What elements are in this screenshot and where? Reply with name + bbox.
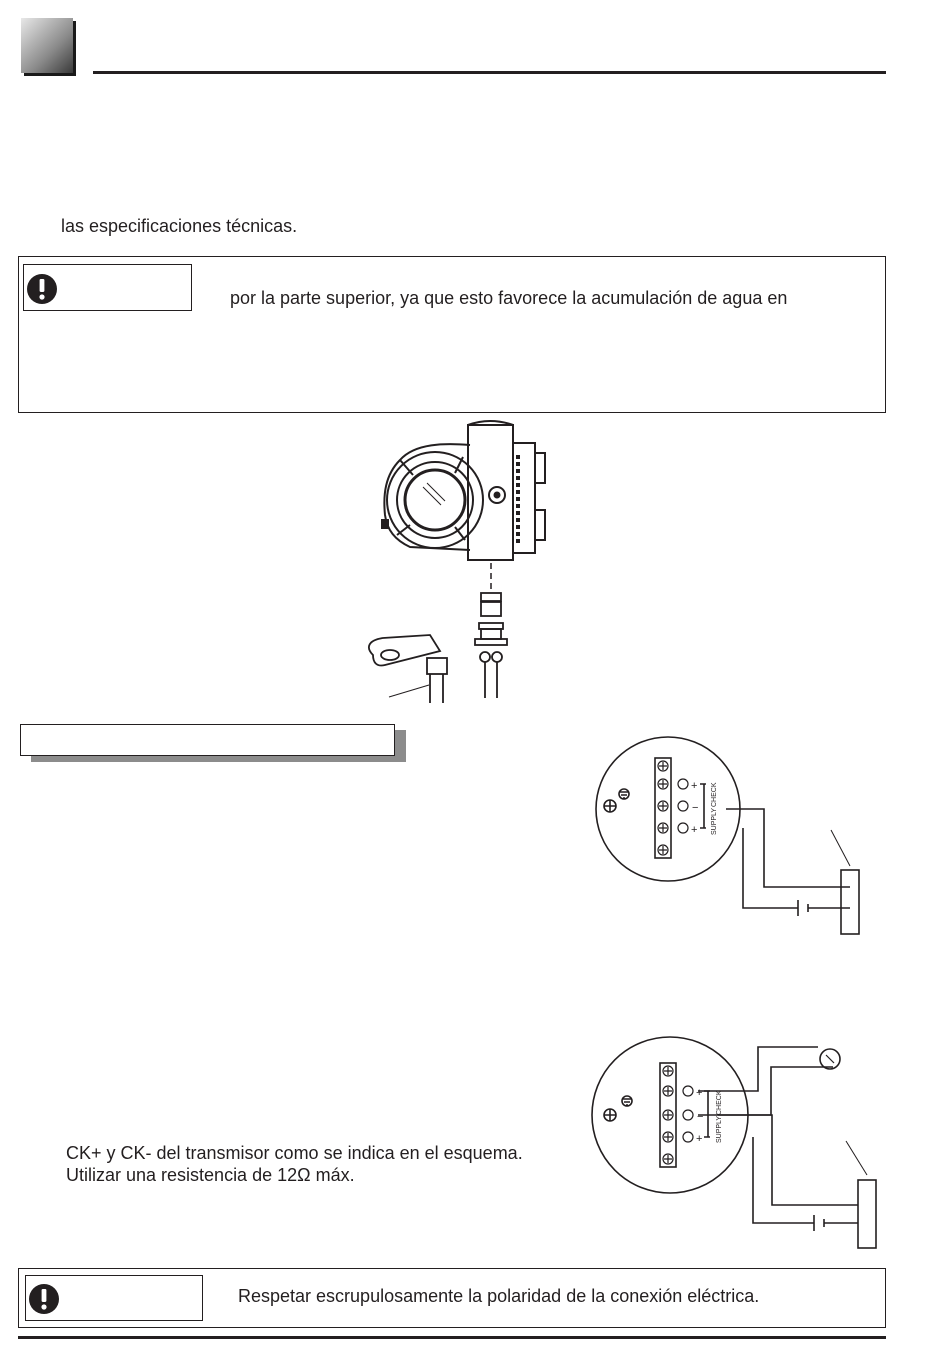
section-heading-bar	[20, 724, 395, 756]
svg-text:+: +	[691, 824, 698, 836]
terminal-wiring-diagram-check	[588, 1035, 878, 1255]
header-rule	[93, 71, 886, 74]
chapter-marker-block	[21, 18, 73, 73]
check-text-2: Utilizar una resistencia de 12Ω máx.	[66, 1165, 355, 1185]
warning-text-bottom: Respetar escrupulosamente la polaridad de la conexión eléctrica.	[238, 1286, 760, 1306]
svg-text:−: −	[697, 1111, 704, 1123]
svg-text:+: +	[696, 1087, 703, 1099]
terminal-labels-1: SUPPLY	[711, 807, 718, 835]
check-text-1: CK+ y CK- del transmisor como se indica en el esquema.	[66, 1143, 523, 1163]
svg-text:+: +	[696, 1133, 703, 1145]
svg-text:SUPPLY: SUPPLY	[716, 1115, 723, 1143]
exclamation-icon	[27, 274, 57, 304]
warning-box-bottom	[18, 1268, 886, 1328]
spec-text: las especificaciones técnicas.	[61, 216, 298, 236]
svg-text:−: −	[692, 802, 699, 814]
svg-text:+: +	[691, 780, 698, 792]
terminal-wiring-diagram-supply	[588, 732, 878, 937]
warning-label-top	[23, 264, 192, 311]
svg-text:CHECK: CHECK	[711, 782, 718, 807]
transmitter-housing-drawing	[355, 415, 555, 705]
warning-label-bottom	[25, 1275, 203, 1321]
warning-box-top	[18, 256, 886, 413]
svg-text:CHECK: CHECK	[716, 1090, 723, 1115]
footer-rule	[18, 1336, 886, 1339]
exclamation-icon	[29, 1284, 59, 1314]
warning-text-top: por la parte superior, ya que esto favorece la acumulación de agua en	[230, 288, 788, 308]
